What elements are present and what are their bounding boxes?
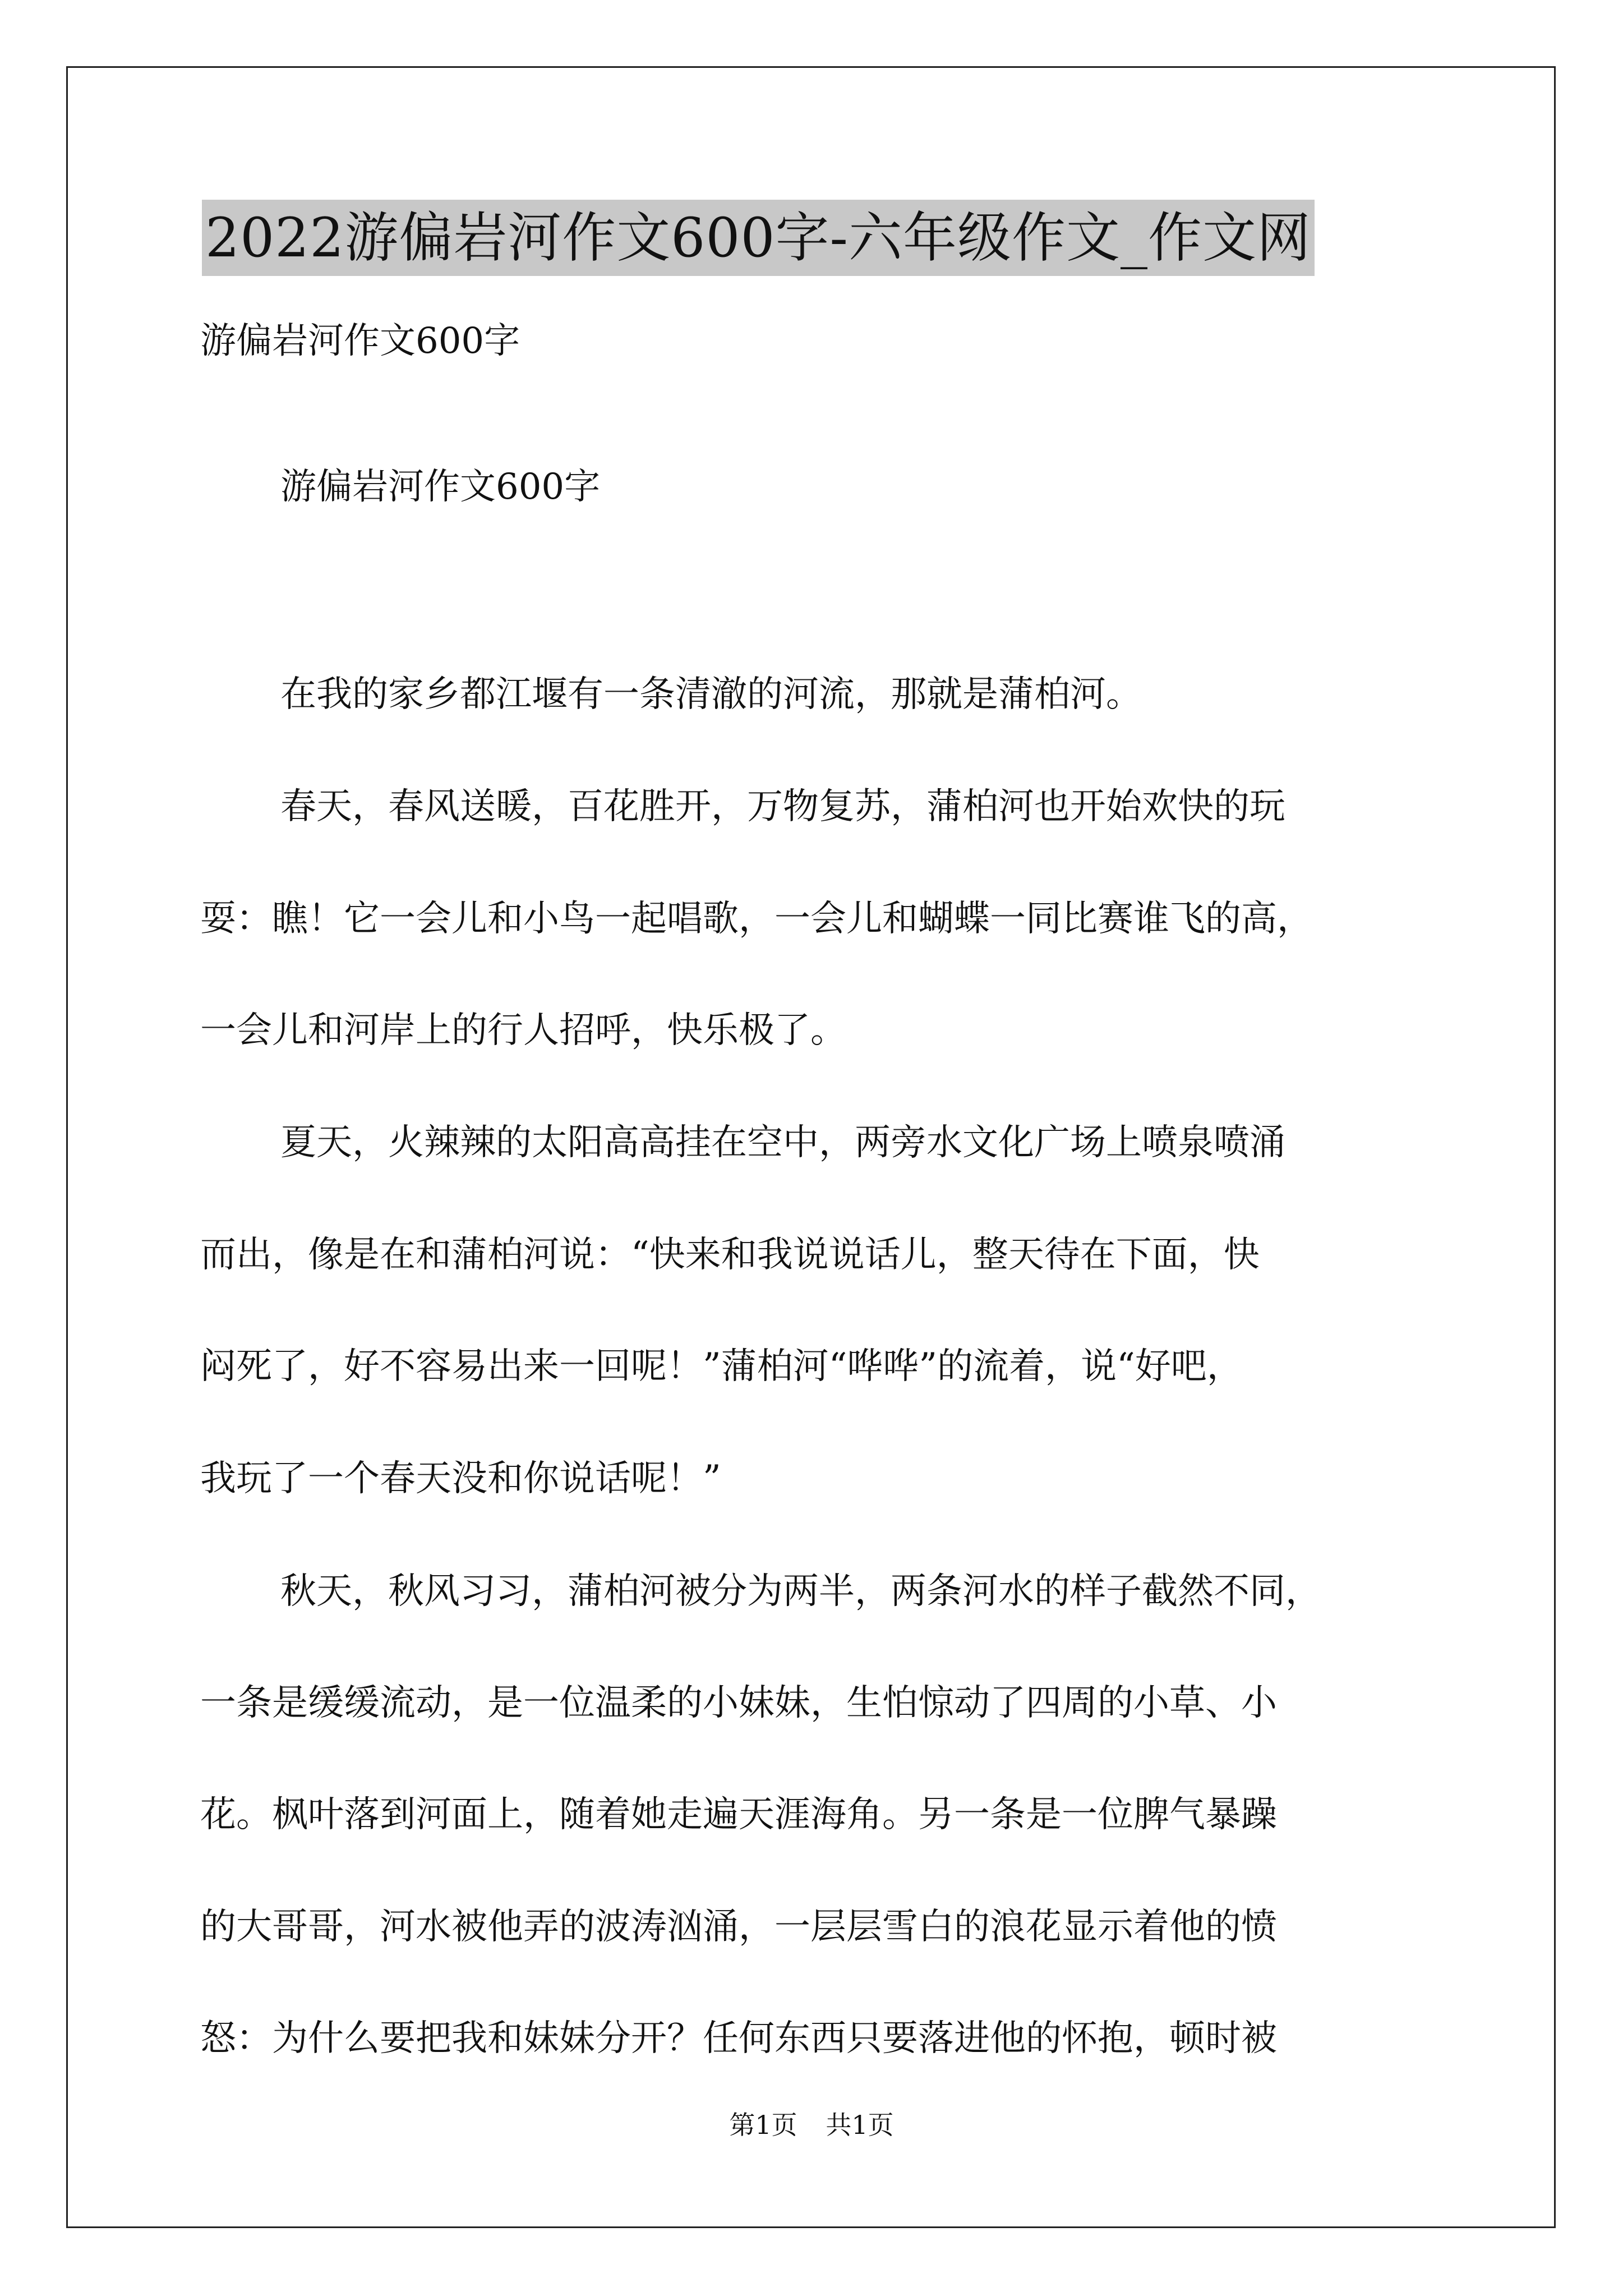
- page-footer: [0, 2108, 1623, 2142]
- paragraph-line: 的大哥哥，河水被他弄的波涛汹涌，一层层雪白的浪花显示着他的愤: [200, 1906, 1277, 1948]
- page-number: 第1页: [729, 2110, 797, 2140]
- paragraph-line: 一会儿和河岸上的行人招呼，快乐极了。: [200, 1010, 846, 1051]
- article-heading: 游偏岩河作文600字: [280, 466, 601, 508]
- paragraph-line: 而出，像是在和蒲柏河说：“快来和我说说话儿，整天待在下面，快: [200, 1234, 1260, 1276]
- paragraph-line: 耍：瞧！它一会儿和小鸟一起唱歌，一会儿和蝴蝶一同比赛谁飞的高，: [200, 898, 1313, 940]
- document-title: 2022游偏岩河作文600字-六年级作文_作文网: [202, 200, 1315, 276]
- paragraph-line: 春天，春风送暖，百花胜开，万物复苏，蒲柏河也开始欢快的玩: [280, 786, 1285, 827]
- paragraph-line: 夏天，火辣辣的太阳高高挂在空中，两旁水文化广场上喷泉喷涌: [280, 1122, 1285, 1163]
- paragraph-line: 秋天，秋风习习，蒲柏河被分为两半，两条河水的样子截然不同，: [280, 1571, 1321, 1612]
- paragraph-line: 在我的家乡都江堰有一条清澈的河流，那就是蒲柏河。: [280, 674, 1142, 715]
- paragraph-line: 闷死了，好不容易出来一回呢！”蒲柏河“哗哗”的流着，说“好吧，: [200, 1346, 1243, 1387]
- paragraph-line: 花。枫叶落到河面上，随着她走遍天涯海角。另一条是一位脾气暴躁: [200, 1794, 1277, 1835]
- paragraph-line: 怒：为什么要把我和妹妹分开？任何东西只要落进他的怀抱，顿时被: [200, 2018, 1277, 2059]
- paragraph-line: 我玩了一个春天没和你说话呢！”: [200, 1458, 721, 1499]
- paragraph-line: 一条是缓缓流动，是一位温柔的小妹妹，生怕惊动了四周的小草、小: [200, 1682, 1277, 1724]
- subtitle: 游偏岩河作文600字: [200, 320, 520, 362]
- page-total: 共1页: [826, 2110, 894, 2140]
